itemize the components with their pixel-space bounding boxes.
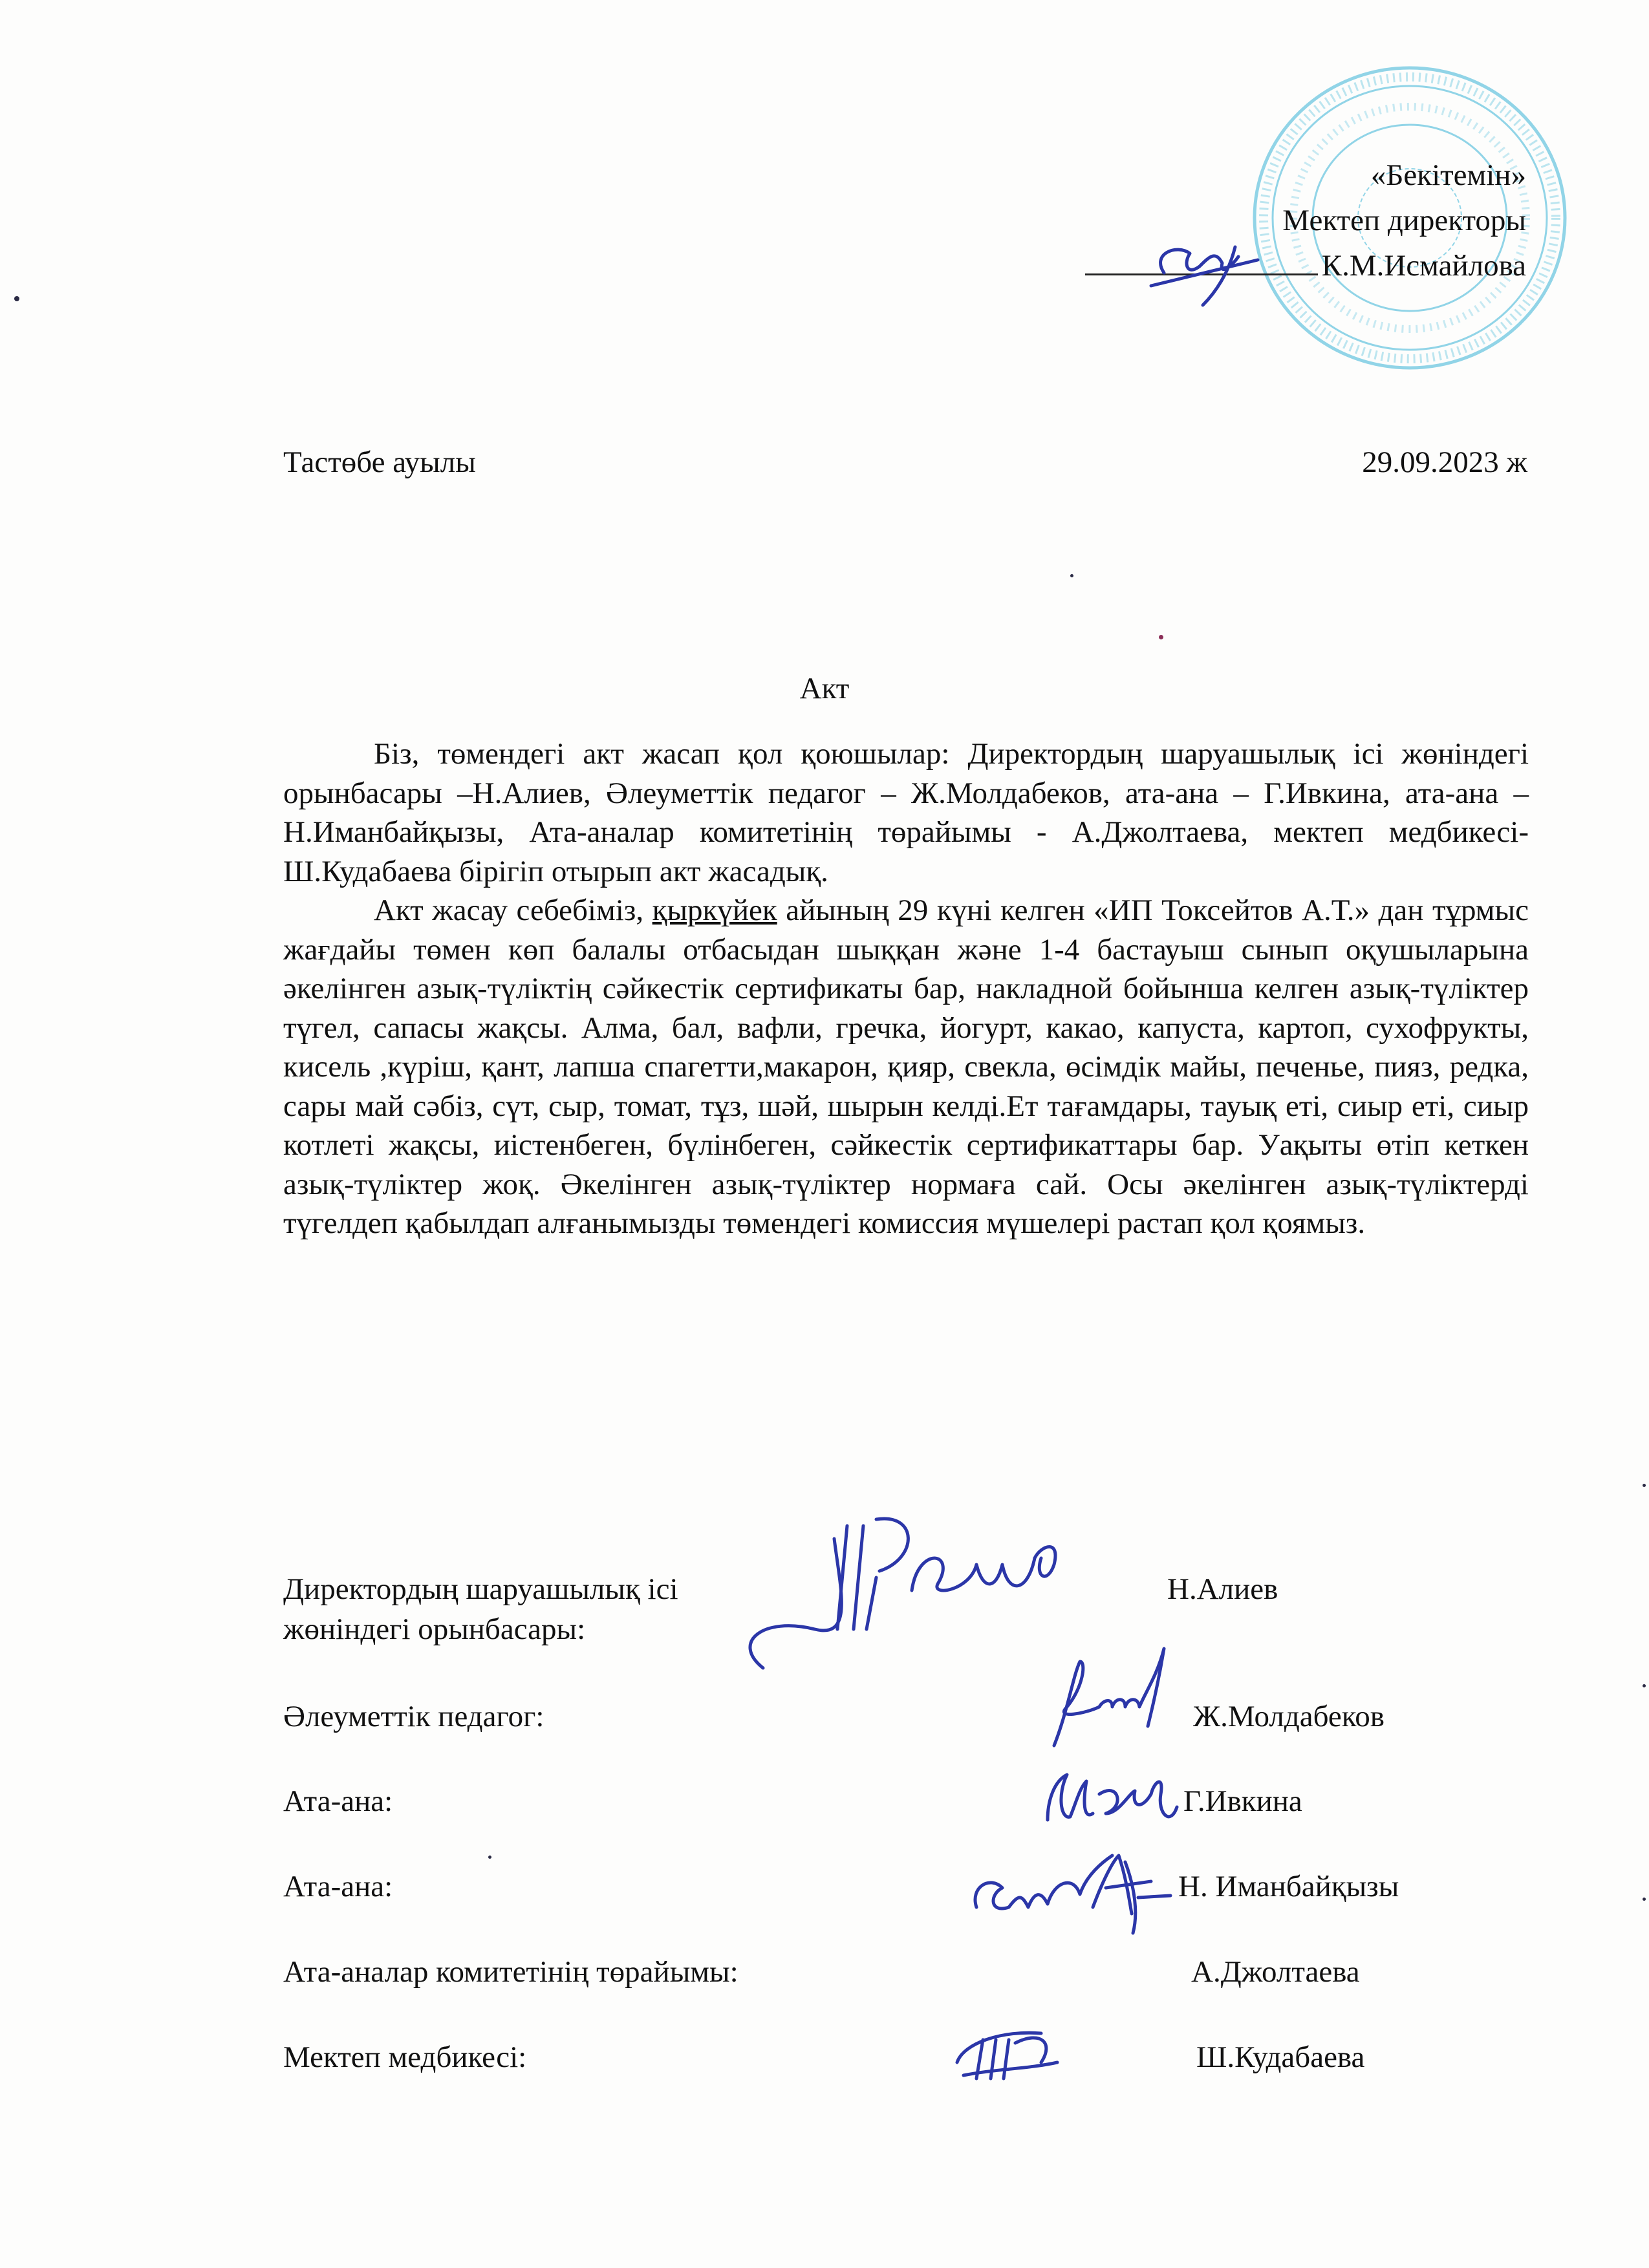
month-word: қыркүйек (652, 893, 777, 927)
ivkina-signature (1022, 1755, 1190, 1846)
scan-speck (1643, 1684, 1646, 1687)
paragraph-1: Біз, төмендегі акт жасап қол қоюшылар: Директордың шаруашылық ісі жөніндегі орынбасары –Н.Алиев, Әлеуметтік педагог – Ж.Молдабеков, ата-ана – Г.Ивкина, ата-ана –Н.Иманбайқызы, Ата-аналар комитетінің төрайымы - А.Джолтаева, мектеп медбикесі-Ш.Кудабаева бірігіп отырып акт жасадық. (283, 737, 1529, 888)
scan-speck (14, 296, 19, 301)
director-signature (1138, 228, 1267, 312)
signatory-role: Директордың шаруашылық ісі (283, 1572, 678, 1606)
signatory-role: Әлеуметтік педагог: (283, 1700, 544, 1733)
signatory-role-cont: жөніндегі орынбасары: (283, 1612, 586, 1646)
approval-position: Мектеп директоры (1282, 204, 1526, 237)
approval-name: К.М.Исмайлова (1321, 249, 1526, 283)
date: 29.09.2023 ж (1362, 445, 1527, 479)
imanbaikyzy-signature (964, 1836, 1183, 1940)
act-body (283, 734, 1529, 1243)
scan-speck (1070, 574, 1073, 577)
signatory-name: Ж.Молдабеков (1193, 1700, 1385, 1733)
paragraph-2-start: Акт жасау себебіміз, (374, 893, 652, 927)
moldabekov-signature (1028, 1636, 1196, 1759)
signatory-name: Ш.Кудабаева (1196, 2040, 1365, 2074)
signatory-name: А.Джолтаева (1191, 1955, 1360, 1989)
signatory-name: Н.Алиев (1167, 1572, 1278, 1606)
scan-speck (1159, 635, 1163, 639)
scan-speck (1643, 1484, 1646, 1487)
kudabaeva-signature (944, 2017, 1073, 2088)
paragraph-2 (283, 891, 1529, 1243)
signatory-role: Ата-ана: (283, 1870, 393, 1903)
doc-title: Акт (799, 672, 850, 705)
signatory-role: Ата-ана: (283, 1784, 393, 1818)
signatory-name: Н. Иманбайқызы (1178, 1870, 1399, 1903)
place: Тастөбе ауылы (283, 445, 476, 479)
scan-speck (488, 1856, 491, 1859)
scan-speck (1643, 1898, 1646, 1901)
signatory-name: Г.Ивкина (1183, 1784, 1302, 1818)
signatory-role: Мектеп медбикесі: (283, 2040, 527, 2074)
approval-title: «Бекітемін» (1370, 158, 1526, 192)
paragraph-2-rest: айының 29 күні келген «ИП Токсейтов А.Т.» дан тұрмыс жағдайы төмен көп балалы отбасыдан шыққан және 1-4 бастауыш сынып оқушыларына әкелінген азық-түліктің сәйкестік сертификаты бар, накладной бойынша келген азық-түліктер түгел, сапасы жақсы. Алма, бал, вафли, гречка, йогурт, какао, капуста, картоп, сухофрукты, кисель ,күріш, қант, лапша спагетти,макарон, қияр, свекла, өсімдік майы, печенье, пияз, редка, сары май сәбіз, сүт, сыр, томат, тұз, шәй, шырын келді.Ет тағамдары, тауық еті, сиыр еті, сиыр котлеті жақсы, иістенбеген, бүлінбеген, сәйкестік сертификаттары бар. Уақыты өтіп кеткен азық-түліктер жоқ. Әкелінген азық-түліктер нормаға сай. Осы әкелінген азық-түліктерді түгелдеп қабылдап алғанымызды төмендегі комиссия мүшелері растап қол қоямыз. (283, 893, 1529, 1240)
signatory-role: Ата-аналар комитетінің төрайымы: (283, 1955, 738, 1989)
